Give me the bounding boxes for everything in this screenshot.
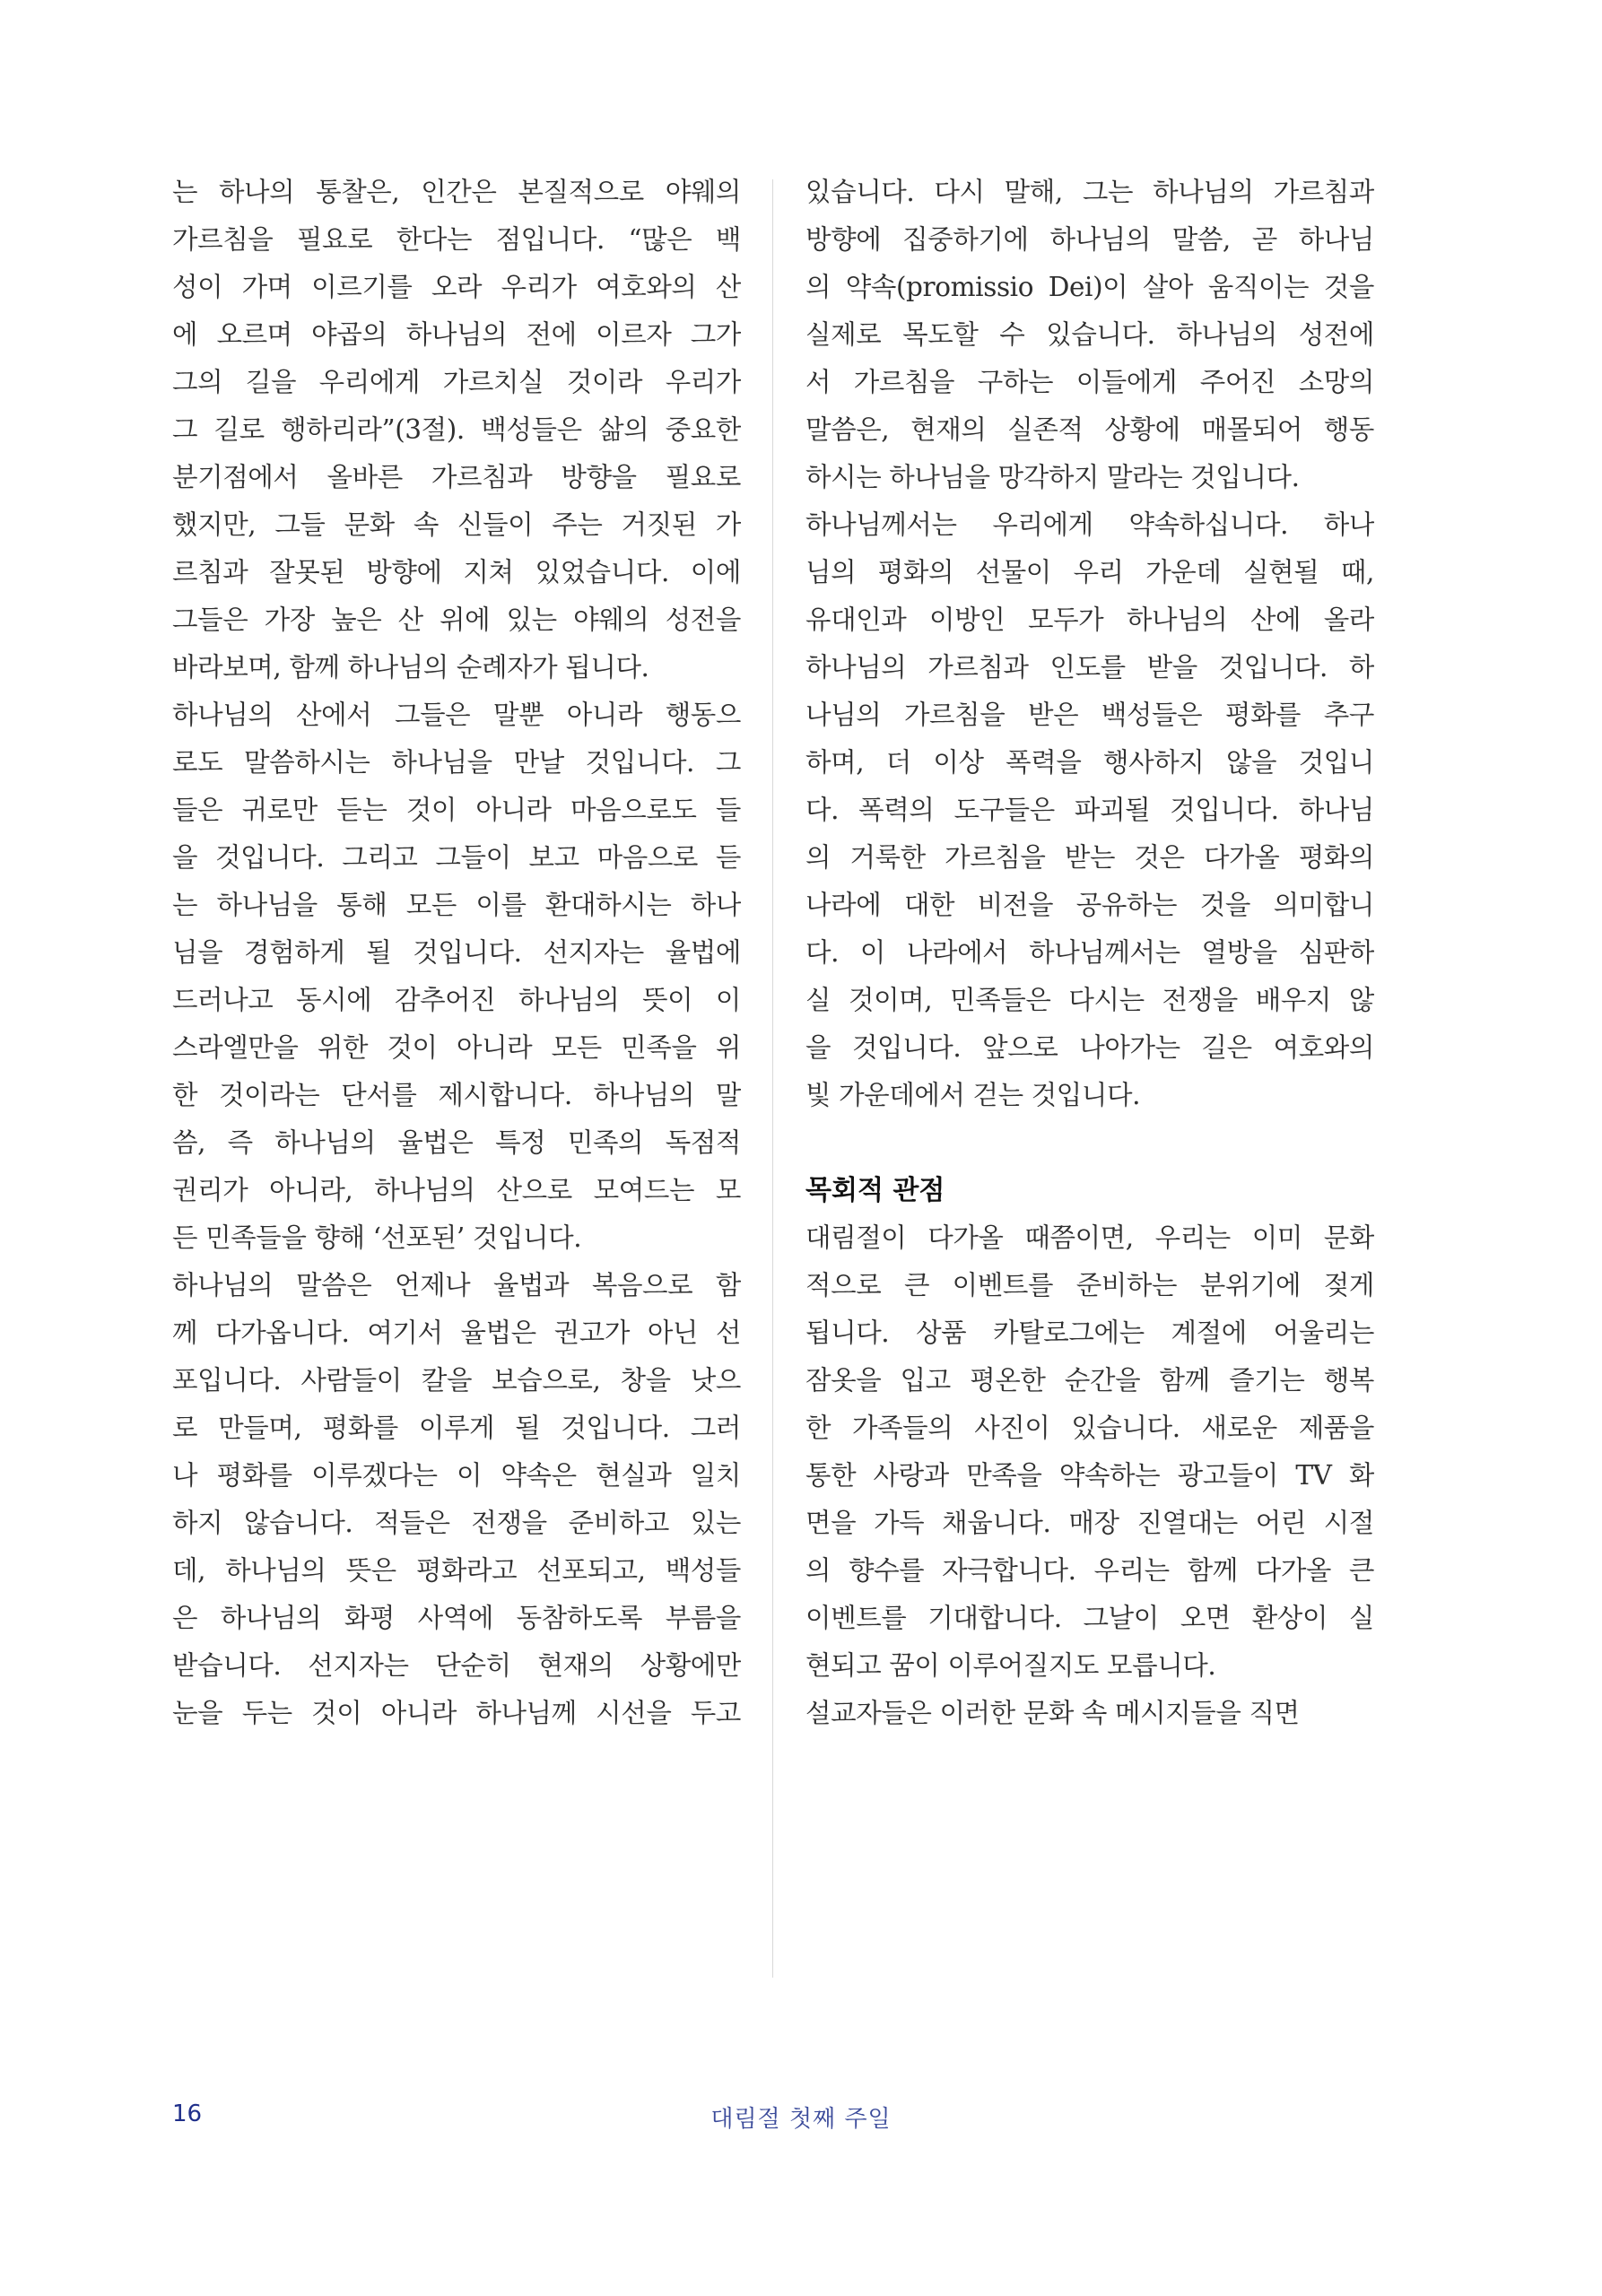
right-column-body-2 xyxy=(805,1214,1374,1737)
text-line: 님을 경험하게 될 것입니다. 선지자는 율법에 xyxy=(172,937,741,968)
text-line: 말씀은, 현재의 실존적 상황에 매몰되어 행동 xyxy=(805,414,1374,445)
text-line: 르침과 잘못된 방향에 지쳐 있었습니다. 이에 xyxy=(172,557,741,587)
text-line: 포입니다. 사람들이 칼을 보습으로, 창을 낫으 xyxy=(172,1365,741,1396)
text-line: 권리가 아니라, 하나님의 산으로 모여드는 모 xyxy=(172,1175,741,1205)
section-heading: 목회적 관점 xyxy=(805,1175,945,1206)
text-line: 나라에 대한 비전을 공유하는 것을 의미합니 xyxy=(805,890,1374,920)
text-line: 하나님께서는 우리에게 약속하십니다. 하나 xyxy=(805,509,1374,540)
text-line: 을 것입니다. 앞으로 나아가는 길은 여호와의 xyxy=(805,1032,1374,1063)
text-line: 씀, 즉 하나님의 율법은 특정 민족의 독점적 xyxy=(172,1127,741,1158)
running-footer-title: 대림절 첫째 주일 xyxy=(710,2106,892,2133)
text-line: 통한 사랑과 만족을 약속하는 광고들이 TV 화 xyxy=(805,1460,1374,1491)
text-line: 의 향수를 자극합니다. 우리는 함께 다가올 큰 xyxy=(805,1555,1374,1586)
text-line: 서 가르침을 구하는 이들에게 주어진 소망의 xyxy=(805,367,1374,397)
text-line: 의 약속(promissio Dei)이 살아 움직이는 것을 xyxy=(805,272,1374,302)
text-line: 는 하나님을 통해 모든 이를 환대하시는 하나 xyxy=(172,890,741,920)
text-line: 방향에 집중하기에 하나님의 말씀, 곧 하나님 xyxy=(805,224,1374,255)
text-line: 눈을 두는 것이 아니라 하나님께 시선을 두고 xyxy=(172,1698,741,1728)
text-line: 스라엘만을 위한 것이 아니라 모든 민족을 위 xyxy=(172,1032,741,1063)
text-line: 들은 귀로만 듣는 것이 아니라 마음으로도 들 xyxy=(172,795,741,825)
text-line: 로 만들며, 평화를 이루게 될 것입니다. 그러 xyxy=(172,1413,741,1443)
text-line: 하며, 더 이상 폭력을 행사하지 않을 것입니 xyxy=(805,747,1374,778)
text-line: 적으로 큰 이벤트를 준비하는 분위기에 젖게 xyxy=(805,1270,1374,1300)
text-line: 그들은 가장 높은 산 위에 있는 야웨의 성전을 xyxy=(172,604,741,635)
text-line: 든 민족들을 향해 ‘선포된’ 것입니다. xyxy=(172,1222,582,1253)
left-column xyxy=(172,169,741,1737)
text-line: 하나님의 산에서 그들은 말뿐 아니라 행동으 xyxy=(172,700,741,730)
text-line: 드러나고 동시에 감추어진 하나님의 뜻이 이 xyxy=(172,985,741,1015)
text-line: 대림절이 다가올 때쯤이면, 우리는 이미 문화 xyxy=(805,1222,1374,1253)
text-line: 했지만, 그들 문화 속 신들이 주는 거짓된 가 xyxy=(172,509,741,540)
text-line: 나님의 가르침을 받은 백성들은 평화를 추구 xyxy=(805,700,1374,730)
text-line: 이벤트를 기대합니다. 그날이 오면 환상이 실 xyxy=(805,1603,1374,1633)
text-line: 님의 평화의 선물이 우리 가운데 실현될 때, xyxy=(805,557,1374,587)
text-line: 그의 길을 우리에게 가르치실 것이라 우리가 xyxy=(172,367,741,397)
text-line: 빛 가운데에서 걷는 것입니다. xyxy=(805,1080,1141,1110)
text-line: 데, 하나님의 뜻은 평화라고 선포되고, 백성들 xyxy=(172,1555,741,1586)
text-line: 실 것이며, 민족들은 다시는 전쟁을 배우지 않 xyxy=(805,985,1374,1015)
text-line: 에 오르며 야곱의 하나님의 전에 이르자 그가 xyxy=(172,319,741,350)
text-line: 을 것입니다. 그리고 그들이 보고 마음으로 듣 xyxy=(172,842,741,873)
text-line: 성이 가며 이르기를 오라 우리가 여호와의 산 xyxy=(172,272,741,302)
text-line: 하시는 하나님을 망각하지 말라는 것입니다. xyxy=(805,462,1300,492)
text-line: 설교자들은 이러한 문화 속 메시지들을 직면 xyxy=(805,1698,1300,1728)
text-line: 한 가족들의 사진이 있습니다. 새로운 제품을 xyxy=(805,1413,1374,1443)
text-line: 한 것이라는 단서를 제시합니다. 하나님의 말 xyxy=(172,1080,741,1110)
text-line: 유대인과 이방인 모두가 하나님의 산에 올라 xyxy=(805,604,1374,635)
text-line: 하지 않습니다. 적들은 전쟁을 준비하고 있는 xyxy=(172,1508,741,1538)
right-column-body-1 xyxy=(805,169,1374,1119)
text-line: 께 다가옵니다. 여기서 율법은 권고가 아닌 선 xyxy=(172,1318,741,1348)
text-line: 면을 가득 채웁니다. 매장 진열대는 어린 시절 xyxy=(805,1508,1374,1538)
column-divider xyxy=(772,179,773,1978)
right-column xyxy=(805,169,1374,1737)
text-line: 분기점에서 올바른 가르침과 방향을 필요로 xyxy=(172,462,741,492)
text-line: 은 하나님의 화평 사역에 동참하도록 부름을 xyxy=(172,1603,741,1633)
text-line: 로도 말씀하시는 하나님을 만날 것입니다. 그 xyxy=(172,747,741,778)
text-line: 받습니다. 선지자는 단순히 현재의 상황에만 xyxy=(172,1650,741,1681)
text-line: 됩니다. 상품 카탈로그에는 계절에 어울리는 xyxy=(805,1318,1374,1348)
text-line: 는 하나의 통찰은, 인간은 본질적으로 야웨의 xyxy=(172,177,741,207)
text-line: 다. 폭력의 도구들은 파괴될 것입니다. 하나님 xyxy=(805,795,1374,825)
text-line: 의 거룩한 가르침을 받는 것은 다가올 평화의 xyxy=(805,842,1374,873)
page-number: 16 xyxy=(172,2100,203,2127)
text-line: 잠옷을 입고 평온한 순간을 함께 즐기는 행복 xyxy=(805,1365,1374,1396)
text-line: 실제로 목도할 수 있습니다. 하나님의 성전에 xyxy=(805,319,1374,350)
section-gap xyxy=(805,1119,1374,1167)
text-line: 현되고 꿈이 이루어질지도 모릅니다. xyxy=(805,1650,1216,1681)
text-line: 있습니다. 다시 말해, 그는 하나님의 가르침과 xyxy=(805,177,1374,207)
text-line: 그 길로 행하리라”(3절). 백성들은 삶의 중요한 xyxy=(172,414,741,445)
text-line: 나 평화를 이루겠다는 이 약속은 현실과 일치 xyxy=(172,1460,741,1491)
text-line: 하나님의 말씀은 언제나 율법과 복음으로 함 xyxy=(172,1270,741,1300)
text-line: 바라보며, 함께 하나님의 순례자가 됩니다. xyxy=(172,652,649,683)
text-line: 다. 이 나라에서 하나님께서는 열방을 심판하 xyxy=(805,937,1374,968)
text-line: 가르침을 필요로 한다는 점입니다. “많은 백 xyxy=(172,224,741,255)
text-line: 하나님의 가르침과 인도를 받을 것입니다. 하 xyxy=(805,652,1374,683)
